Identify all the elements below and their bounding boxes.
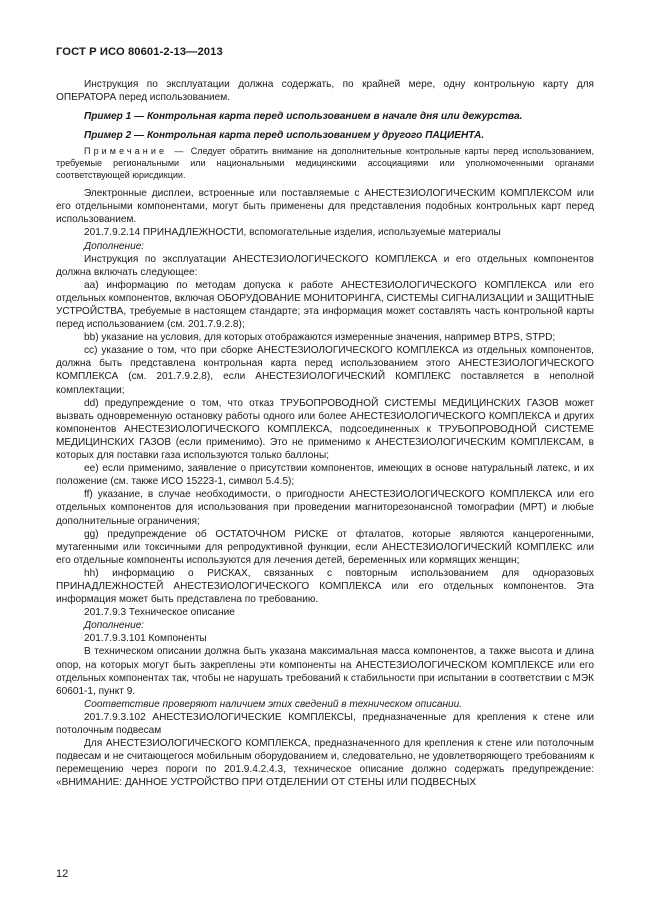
list-item: ff) указание, в случае необходимости, о пригодности АНЕСТЕЗИОЛОГИЧЕСКОГО КОМПЛЕКСА или его отдельных компонентов для использования при проведении магниторезонансной томографии (МРТ) и любые дополнительные ограничения; bbox=[56, 489, 594, 527]
list-item: ee) если применимо, заявление о присутствии компонентов, имеющих в основе натуральный латекс, и их положение (см. также ИСО 15223-1, символ 5.4.5); bbox=[56, 463, 594, 488]
list-item: gg) предупреждение об ОСТАТОЧНОМ РИСКЕ от фталатов, которые являются канцерогенными, мутагенными или токсичными для репродуктивной функции, если АНЕСТЕЗИОЛОГИЧЕСКИЙ КОМПЛЕКС или его отдельные компоненты используются для лечения детей, беременных или кормящих женщин; bbox=[56, 528, 594, 566]
list-item: dd) предупреждение о том, что отказ ТРУБОПРОВОДНОЙ СИСТЕМЫ МЕДИЦИНСКИХ ГАЗОВ может вызвать одновременную остановку работы одного или более АНЕСТЕЗИОЛОГИЧЕСКОГО КОМПЛЕКСА и других компонентов АНЕСТЕЗИОЛОГИЧЕСКОГО КОМПЛЕКСА, подсоединенных к ТРУБОПРОВОДНОЙ СИСТЕМЕ МЕДИЦИНСКИХ ГАЗОВ (если применимо). Это не применимо к АНЕСТЕЗИОЛОГИЧЕСКИМ КОМПЛЕКСАМ, в которых для поставки газа используются только баллоны; bbox=[56, 397, 594, 462]
paragraph-intro: Инструкция по эксплуатации должна содержать, по крайней мере, одну контрольную карту для ОПЕРАТОРА перед использованием. bbox=[56, 79, 594, 104]
list-item: hh) информацию о РИСКАХ, связанных с повторным использованием для одноразовых ПРИНАДЛЕЖНОСТЕЙ АНЕСТЕЗИОЛОГИЧЕСКОГО КОМПЛЕКСА или его отдельных компонентов. Эта информация может быть представлена по требованию. bbox=[56, 567, 594, 606]
paragraph: Инструкция по эксплуатации АНЕСТЕЗИОЛОГИЧЕСКОГО КОМПЛЕКСА и его отдельных компонентов должна включать следующее: bbox=[56, 253, 594, 278]
page-number: 12 bbox=[56, 868, 69, 880]
paragraph: Для АНЕСТЕЗИОЛОГИЧЕСКОГО КОМПЛЕКСА, предназначенного для крепления к стене или потолочным подвесам и не считающегося мобильным оборудованием и, следовательно, не удовлетворяющего требованиям к перемещению через пороги по 201.9.4.2.4.3, техническое описание должно содержать предупреждение: «ВНИМАНИЕ: ДАННОЕ УСТРОЙСТВО ПРИ ОТДЕЛЕНИИ ОТ СТЕНЫ ИЛИ ПОДВЕСНЫХ bbox=[56, 738, 594, 789]
paragraph-displays: Электронные дисплеи, встроенные или поставляемые с АНЕСТЕЗИОЛОГИЧЕСКИМ КОМПЛЕКСОМ или его отдельными компонентами, могут быть применены для представления подобных контрольных карт перед использованием. bbox=[56, 188, 594, 226]
example-2: Пример 2 — Контрольная карта перед использованием у другого ПАЦИЕНТА. bbox=[84, 130, 485, 142]
section-heading: 201.7.9.3.102 АНЕСТЕЗИОЛОГИЧЕСКИЕ КОМПЛЕКСЫ, предназначенные для крепления к стене или потолочным подвесам bbox=[56, 711, 594, 736]
list-item: bb) указание на условия, для которых отображаются измеренные значения, например BTPS, STPD; bbox=[84, 332, 556, 344]
addition-label: Дополнение: bbox=[84, 620, 145, 632]
example-1: Пример 1 — Контрольная карта перед использованием в начале дня или дежурства. bbox=[84, 111, 523, 123]
paragraph: В техническом описании должна быть указана максимальная масса компонентов, а также высота и длина опор, на которых могут быть закреплены эти компоненты на АНЕСТЕЗИОЛОГИЧЕСКОМ КОМПЛЕКСЕ или его отдельных компонентах так, чтобы не нарушать требований к стабильности при испытании в соответствии с МЭК 60601-1, пункт 9. bbox=[56, 646, 594, 697]
note-text: Следует обратить внимание на дополнительные контрольные карты перед использованием, требуемые региональными или национальными медицинскими ассоциациями или уполномоченными органами соответствующей юрисдикции. bbox=[56, 146, 594, 180]
note bbox=[56, 146, 594, 181]
section-heading: 201.7.9.3.101 Компоненты bbox=[84, 633, 207, 645]
section-heading: 201.7.9.3 Техническое описание bbox=[84, 607, 235, 619]
note-label: Примечание — bbox=[84, 146, 187, 157]
addition-label: Дополнение: bbox=[84, 240, 145, 252]
page-body bbox=[56, 78, 594, 789]
document-header: ГОСТ Р ИСО 80601-2-13—2013 bbox=[56, 46, 223, 58]
list-item: аа) информацию по методам допуска к работе АНЕСТЕЗИОЛОГИЧЕСКОГО КОМПЛЕКСА или его отдельных компонентов, включая ОБОРУДОВАНИЕ МОНИТОРИНГА, СИСТЕМЫ СИГНАЛИЗАЦИИ и ЗАЩИТНЫЕ УСТРОЙСТВА, требуемые в настоящем стандарте; эта информация может составлять часть контрольной карты перед использованием (см. 201.7.9.2.8); bbox=[56, 279, 594, 331]
compliance-statement: Соответствие проверяют наличием этих сведений в техническом описании. bbox=[84, 698, 463, 710]
list-item: cc) указание о том, что при сборке АНЕСТЕЗИОЛОГИЧЕСКОГО КОМПЛЕКСА из отдельных компонентов, должна быть представлена контрольная карта перед использованием этого АНЕСТЕЗИОЛОГИЧЕСКОГО КОМПЛЕКСА (см. 201.7.9.2.8), если АНЕСТЕЗИОЛОГИЧЕСКИЙ КОМПЛЕКС поставляется в неполной комплектации; bbox=[56, 345, 594, 396]
section-heading: 201.7.9.2.14 ПРИНАДЛЕЖНОСТИ, вспомогательные изделия, используемые материалы bbox=[84, 227, 501, 239]
